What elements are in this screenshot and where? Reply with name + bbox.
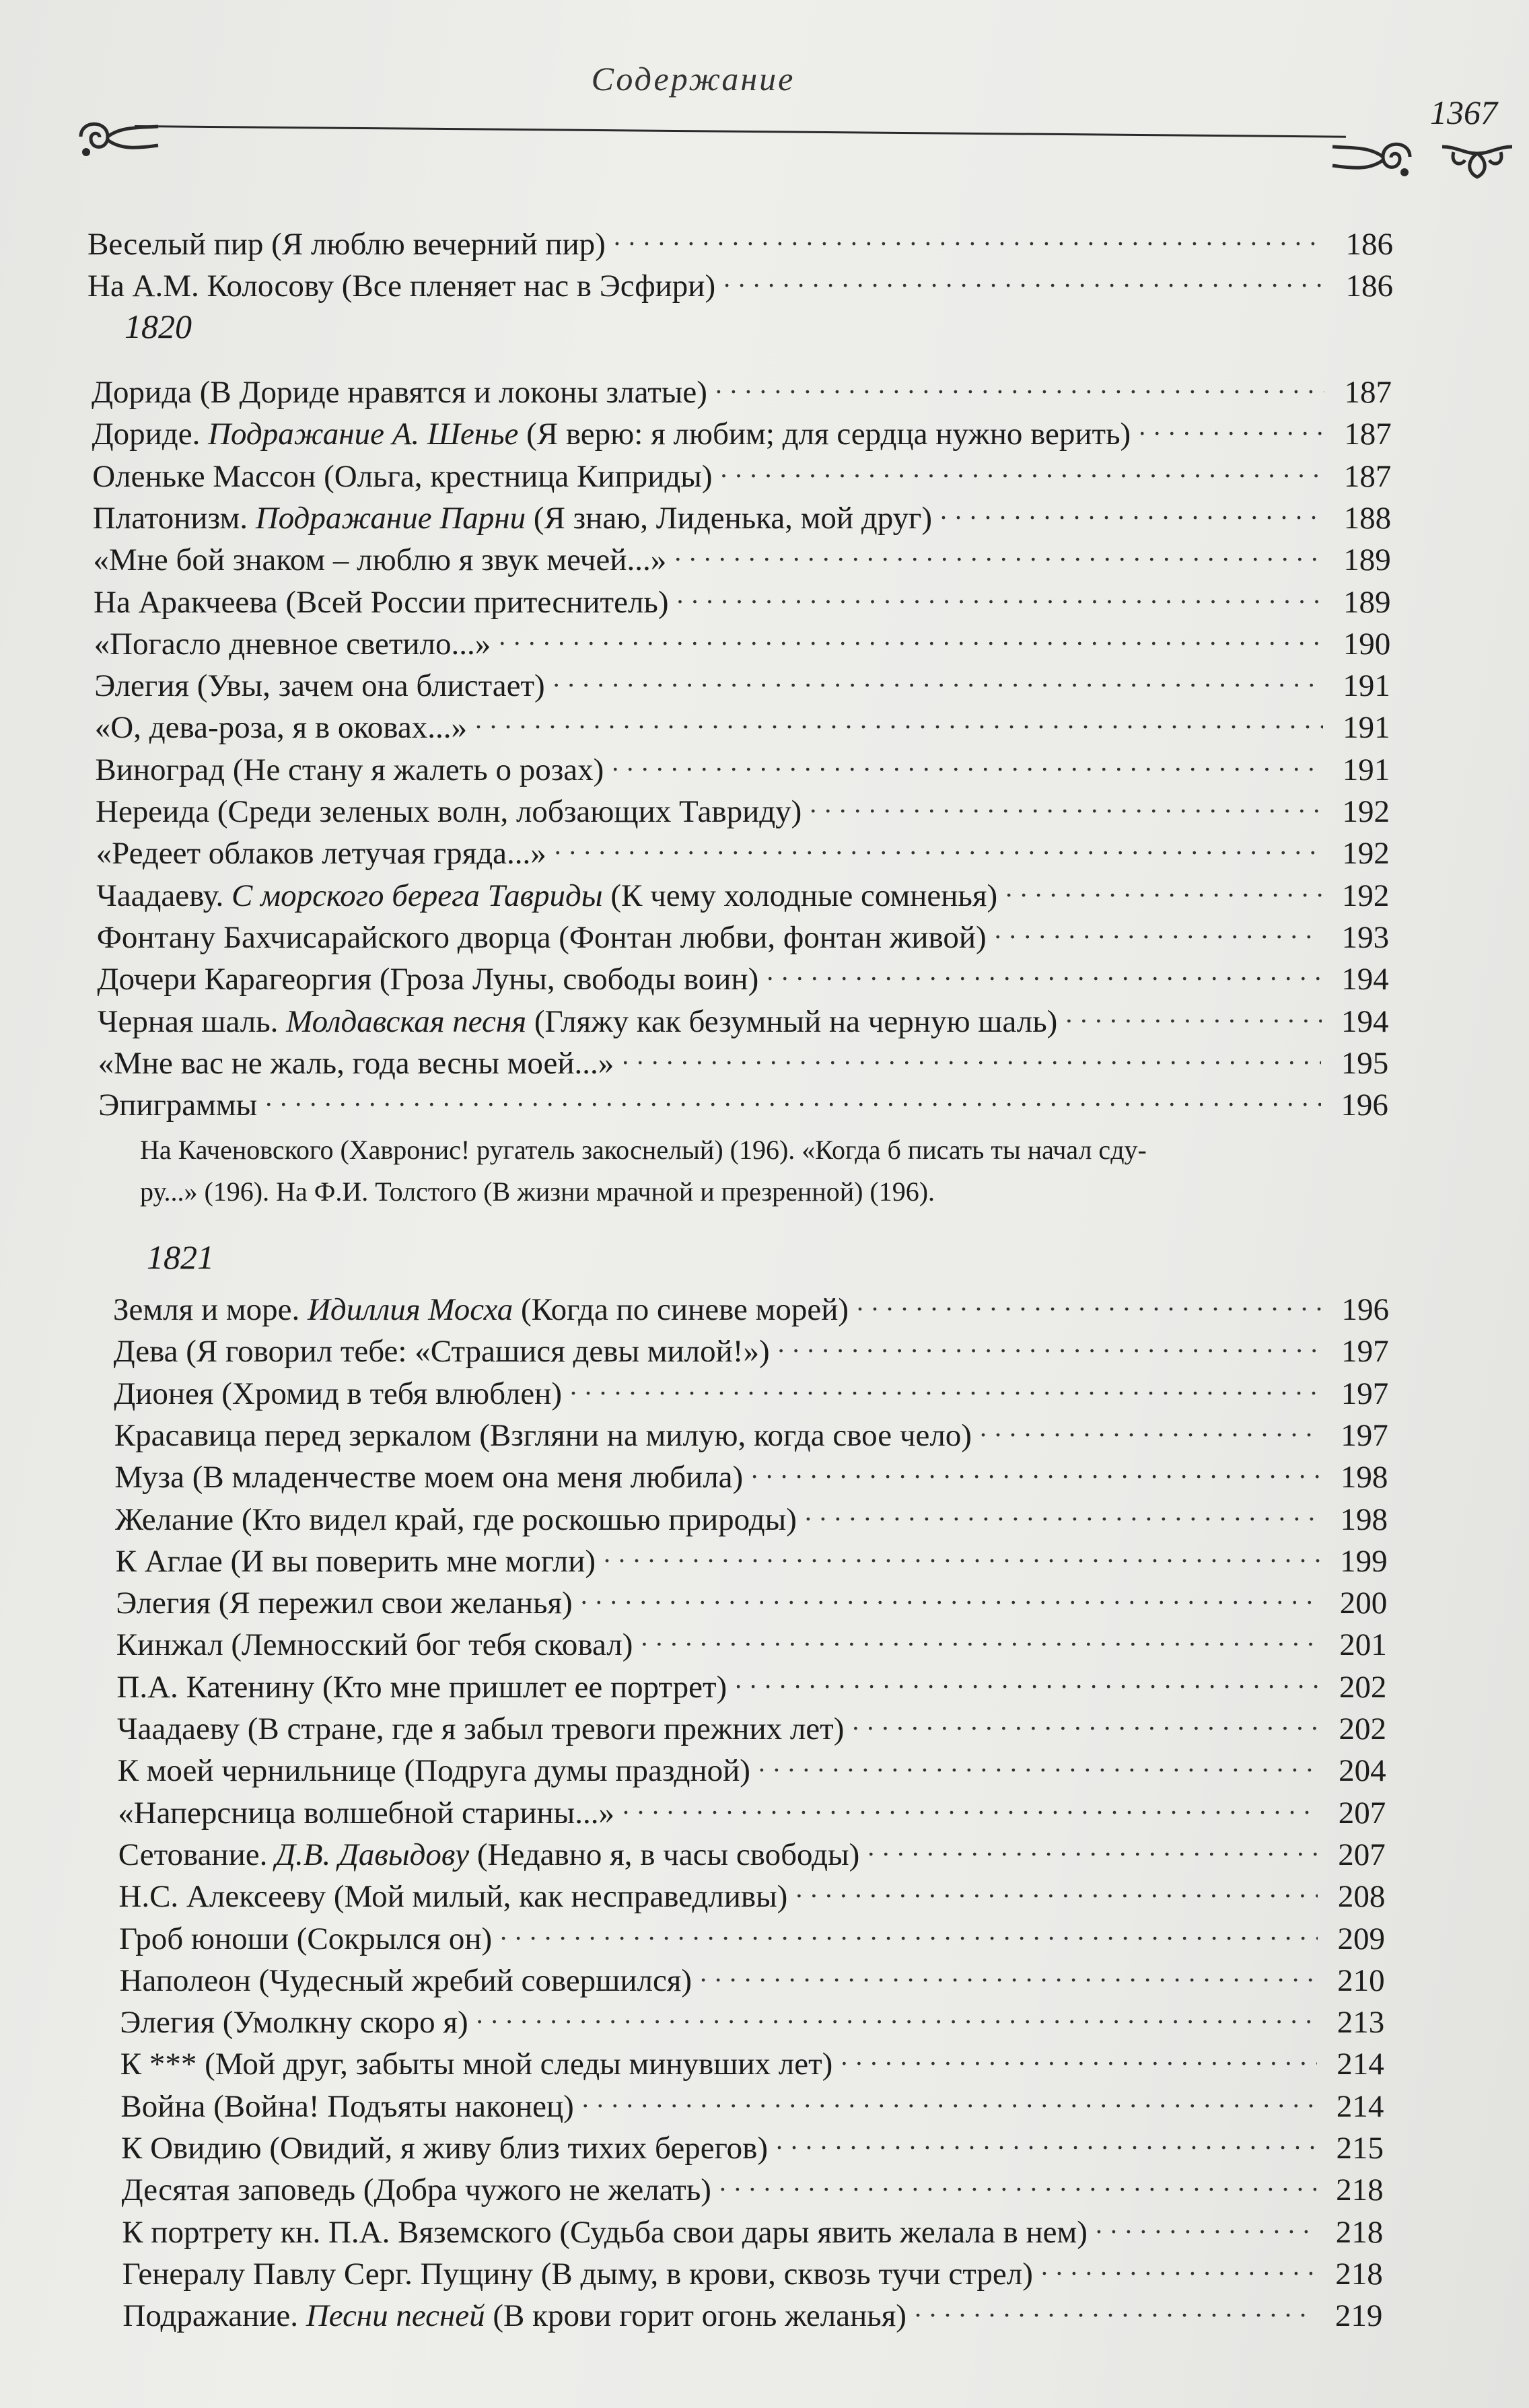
toc-dot-leader	[265, 1076, 1321, 1115]
toc-entry-title-italic: Идиллия Мосха	[307, 1292, 513, 1327]
toc-entry	[115, 1532, 1388, 1579]
toc-entry-title-prefix: Сетование.	[118, 1837, 276, 1872]
toc-entry-title: Оленьке Массон (Ольга, крестница Киприды)	[92, 458, 713, 494]
toc-entry-page: 198	[1340, 1501, 1388, 1537]
toc-dot-leader	[604, 1532, 1320, 1571]
toc-entry	[118, 1784, 1386, 1831]
toc-entry-page: 187	[1344, 417, 1392, 452]
toc-entry-title: Желание (Кто видел край, где роскошью природы)	[115, 1501, 797, 1537]
toc-dot-leader	[810, 783, 1322, 822]
toc-dot-leader	[751, 1448, 1320, 1487]
toc-entry-title: К Аглае (И вы поверить мне могли)	[115, 1543, 596, 1579]
toc-entry	[118, 1868, 1386, 1915]
toc-entry-title-italic: Песни песней	[306, 2298, 485, 2334]
toc-entry-page: 200	[1339, 1586, 1388, 1621]
toc-dot-leader	[857, 1281, 1322, 1320]
toc-entry-title: Дева (Я говорил тебе: «Страшися девы милой!»)	[113, 1334, 770, 1370]
toc-entry	[94, 657, 1390, 704]
toc-entry-title: Красавица перед зеркалом (Взгляни на милую, когда свое чело)	[114, 1417, 972, 1453]
toc-entry	[118, 1826, 1386, 1872]
toc-entry-title-suffix: (В крови горит огонь желанья)	[485, 2298, 906, 2334]
toc-entry	[96, 824, 1390, 872]
year-heading: 1821	[147, 1238, 214, 1276]
toc-entry	[92, 489, 1392, 536]
toc-entry	[97, 950, 1389, 997]
toc-entry-title: Генералу Павлу Серг. Пущину (В дыму, в крови, сквозь тучи стрел)	[122, 2256, 1033, 2292]
toc-entry	[119, 1910, 1385, 1956]
toc-entry-title-italic: С морского берега Тавриды	[231, 878, 603, 913]
toc-dot-leader	[622, 1034, 1321, 1073]
toc-entry-title: Элегия (Увы, зачем она блистает)	[94, 668, 545, 704]
toc-entry	[122, 2203, 1384, 2250]
toc-entry-page: 188	[1343, 500, 1392, 536]
toc-dot-leader	[555, 824, 1322, 863]
toc-entry	[120, 2078, 1384, 2124]
toc-entry-page: 214	[1336, 2088, 1384, 2124]
toc-entry-page: 208	[1337, 1879, 1386, 1915]
toc-dot-leader	[852, 1700, 1319, 1739]
toc-entry-title-italic: Молдавская песня	[286, 1003, 527, 1039]
toc-entry	[116, 1574, 1388, 1621]
toc-entry-page: 186	[1345, 269, 1393, 304]
toc-entry	[117, 1742, 1386, 1789]
toc-entry-page: 207	[1338, 1837, 1386, 1872]
toc-entry	[117, 1700, 1386, 1746]
toc-dot-leader	[723, 257, 1326, 296]
toc-entry-page: 214	[1337, 2047, 1384, 2082]
toc-entry-title: Десятая заповедь (Добра чужого не желать)	[121, 2172, 711, 2208]
toc-entry-title: Гроб юноши (Сокрылся он)	[119, 1921, 493, 1956]
toc-entry-page: 195	[1341, 1045, 1389, 1081]
toc-dot-leader	[674, 531, 1324, 570]
toc-entry-page: 192	[1341, 878, 1390, 913]
toc-entry	[119, 1952, 1385, 1998]
toc-entry-title-suffix: (К чему холодные сомненья)	[602, 878, 998, 913]
toc-dot-leader	[476, 1993, 1318, 2032]
toc-dot-leader	[1005, 867, 1322, 906]
toc-entry-page: 192	[1342, 794, 1390, 829]
toc-entry-title-italic: Д.В. Давыдову	[275, 1837, 470, 1872]
header-rule	[135, 125, 1346, 138]
toc-entry	[114, 1448, 1388, 1495]
toc-entry-page: 218	[1335, 2214, 1384, 2250]
toc-entry-page: 218	[1336, 2172, 1384, 2208]
toc-entry-page: 218	[1335, 2256, 1383, 2292]
toc-entry-title	[122, 2296, 906, 2335]
toc-dot-leader	[915, 2287, 1315, 2326]
toc-entry-page: 196	[1341, 1292, 1389, 1327]
toc-entry	[120, 2035, 1384, 2082]
toc-entry	[94, 699, 1390, 746]
toc-entry-title: На Аракчеева (Всей России притеснитель)	[94, 584, 669, 620]
toc-entry-page: 187	[1344, 375, 1392, 410]
toc-entry	[113, 1322, 1389, 1370]
toc-entry	[98, 1034, 1389, 1081]
toc-dot-leader	[720, 448, 1324, 487]
toc-dot-leader	[700, 1952, 1318, 1991]
toc-entry	[116, 1616, 1387, 1663]
toc-dot-leader	[715, 363, 1324, 402]
toc-dot-leader	[767, 950, 1322, 989]
toc-entry-page: 189	[1343, 584, 1391, 620]
toc-entry-title: К *** (Мой друг, забыты мной следы минувших лет)	[120, 2047, 833, 2082]
toc-entry-title: «Наперсница волшебной старины...»	[118, 1795, 615, 1831]
toc-entry	[87, 215, 1393, 262]
toc-entry-title: Война (Война! Подъяты наконец)	[120, 2088, 574, 2124]
toc-entry-page: 193	[1341, 919, 1390, 955]
toc-entry-page: 197	[1341, 1376, 1389, 1411]
toc-entry-title: Муза (В младенчестве моем она меня любила)	[114, 1460, 744, 1495]
toc-entry-page: 207	[1338, 1795, 1386, 1831]
toc-entry-title-prefix: Дориде.	[92, 417, 209, 452]
toc-entry-title: Дорида (В Дориде нравятся и локоны златые)	[92, 375, 707, 410]
toc-entry	[114, 1365, 1389, 1411]
epigrams-detail-line: На Каченовского (Хавронис! ругатель закоснелый) (196). «Когда б писать ты начал сду-	[140, 1135, 1147, 1165]
toc-entry	[113, 1281, 1389, 1327]
toc-dot-leader	[795, 1868, 1318, 1907]
toc-entry-title-italic: Подражание Парни	[255, 500, 526, 536]
toc-entry-title: Элегия (Умолкну скоро я)	[120, 2005, 468, 2041]
toc-entry-title: Кинжал (Лемносский бог тебя сковал)	[116, 1627, 633, 1663]
toc-dot-leader	[1041, 2245, 1316, 2284]
toc-entry-title: П.А. Катенину (Кто мне пришлет ее портрет)	[116, 1669, 727, 1705]
toc-entry	[96, 909, 1390, 955]
toc-entry	[96, 783, 1390, 829]
toc-entry-page: 191	[1343, 710, 1390, 746]
toc-entry	[115, 1491, 1388, 1537]
toc-entry	[122, 2287, 1383, 2334]
toc-entry-title: Дочери Карагеоргия (Гроза Луны, свободы воин)	[97, 962, 759, 997]
toc-entry-page: 186	[1345, 227, 1393, 262]
toc-entry	[96, 867, 1390, 913]
toc-entry	[94, 615, 1391, 662]
running-header-title: Содержание	[591, 60, 795, 98]
toc-entry-page: 197	[1341, 1334, 1389, 1370]
toc-entry-title: «Редеет облаков летучая гряда...»	[96, 836, 546, 872]
toc-entry-title-prefix: Платонизм.	[92, 500, 256, 536]
toc-entry-page: 189	[1343, 542, 1391, 578]
toc-entry	[92, 448, 1392, 494]
toc-entry-title: На А.М. Колосову (Все пленяет нас в Эсфири)	[87, 269, 716, 304]
toc-entry-page: 187	[1343, 458, 1392, 494]
toc-entry	[87, 257, 1393, 304]
toc-entry-title: «Мне вас не жаль, года весны моей...»	[98, 1045, 614, 1081]
left-ornament-icon	[74, 113, 162, 160]
toc-entry-page: 192	[1342, 836, 1390, 872]
toc-entry-title-suffix: (Я знаю, Лиденька, мой друг)	[526, 500, 933, 536]
toc-entry	[98, 993, 1389, 1039]
toc-entry	[121, 2119, 1384, 2166]
toc-entry-page: 194	[1341, 962, 1389, 997]
toc-entry-title-suffix: (Недавно я, в часы свободы)	[469, 1837, 860, 1872]
toc-dot-leader	[475, 699, 1323, 738]
toc-entry	[121, 2161, 1384, 2208]
toc-entry-page: 191	[1343, 668, 1390, 704]
toc-entry	[116, 1658, 1387, 1705]
toc-entry-page: 215	[1336, 2131, 1384, 2166]
toc-entry	[93, 531, 1391, 578]
toc-dot-leader	[841, 2035, 1316, 2074]
toc-entry-title: «Погасло дневное светило...»	[94, 626, 491, 662]
toc-entry-title-suffix: (Я верю: я любим; для сердца нужно верить)	[518, 417, 1131, 452]
toc-dot-leader	[867, 1826, 1318, 1865]
toc-entry-title-suffix: (Гляжу как безумный на черную шаль)	[526, 1003, 1058, 1039]
toc-entry-page: 196	[1341, 1088, 1388, 1123]
toc-entry-title: Веселый пир (Я люблю вечерний пир)	[87, 227, 606, 262]
toc-dot-leader	[582, 2078, 1317, 2117]
right-ornament-icon	[1329, 133, 1417, 180]
toc-dot-leader	[677, 573, 1324, 612]
toc-entry-page: 219	[1335, 2298, 1383, 2334]
toc-entry-page: 198	[1340, 1460, 1388, 1495]
toc-entry	[95, 741, 1390, 787]
toc-dot-leader	[612, 741, 1322, 780]
toc-entry-title: К моей чернильнице (Подруга думы праздной)	[117, 1753, 750, 1789]
toc-entry	[94, 573, 1391, 620]
toc-dot-leader	[758, 1742, 1319, 1781]
toc-dot-leader	[553, 657, 1323, 696]
toc-entry	[120, 1993, 1385, 2041]
toc-entry-page: 194	[1341, 1003, 1389, 1039]
toc-entry-title: Фонтану Бахчисарайского дворца (Фонтан любви, фонтан живой)	[96, 919, 987, 955]
toc-dot-leader	[499, 615, 1323, 654]
toc-dot-leader	[1139, 405, 1324, 444]
toc-entry-title-prefix: Черная шаль.	[98, 1003, 287, 1039]
toc-entry-page: 197	[1341, 1417, 1388, 1453]
toc-entry-page: 202	[1339, 1711, 1386, 1746]
toc-dot-leader	[805, 1491, 1320, 1530]
toc-dot-leader	[500, 1910, 1318, 1949]
toc-entry-title: Н.С. Алексееву (Мой милый, как несправедливы)	[118, 1879, 788, 1915]
toc-dot-leader	[940, 489, 1324, 528]
toc-entry-page: 213	[1337, 2005, 1385, 2041]
toc-entry-page: 199	[1340, 1543, 1388, 1579]
page-number-ornament-icon	[1437, 140, 1518, 182]
epigrams-detail-line: ру...» (196). На Ф.И. Толстого (В жизни мрачной и презренной) (196).	[140, 1176, 935, 1207]
toc-entry-title-prefix: Чаадаеву.	[96, 878, 232, 913]
toc-entry-page: 209	[1337, 1921, 1385, 1956]
toc-entry-title: Эпиграммы	[98, 1088, 258, 1123]
page-number: 1367	[1430, 94, 1497, 131]
toc-dot-leader	[778, 1322, 1322, 1361]
toc-dot-leader	[980, 1407, 1321, 1446]
toc-entry-page: 210	[1337, 1962, 1385, 1998]
toc-entry-title: К Овидию (Овидий, я живу близ тихих берегов)	[121, 2131, 769, 2166]
toc-dot-leader	[1065, 993, 1321, 1032]
toc-entry-title: Дионея (Хромид в тебя влюблен)	[114, 1376, 562, 1411]
toc-entry-title: Элегия (Я пережил свои желанья)	[116, 1586, 573, 1621]
toc-entry-title: Нереида (Среди зеленых волн, лобзающих Тавриду)	[96, 794, 802, 829]
toc-entry-page: 204	[1339, 1753, 1386, 1789]
toc-entry	[92, 363, 1392, 410]
toc-entry-title-italic: Подражание А. Шенье	[208, 417, 519, 452]
toc-entry-title: Наполеон (Чудесный жребий совершился)	[119, 1962, 692, 1998]
toc-entry-title: К портрету кн. П.А. Вяземского (Судьба свои дары явить желала в нем)	[122, 2214, 1088, 2250]
toc-entry-title-prefix: Подражание.	[122, 2298, 306, 2334]
toc-entry-title-prefix: Земля и море.	[113, 1292, 308, 1327]
toc-entry	[98, 1076, 1388, 1123]
toc-entry	[122, 2245, 1383, 2292]
toc-dot-leader	[641, 1616, 1319, 1655]
year-heading: 1820	[125, 308, 192, 345]
toc-dot-leader	[995, 909, 1322, 948]
toc-dot-leader	[623, 1784, 1318, 1823]
toc-dot-leader	[719, 2161, 1316, 2200]
toc-dot-leader	[581, 1574, 1320, 1613]
toc-dot-leader	[776, 2119, 1316, 2158]
toc-entry	[92, 405, 1392, 452]
toc-dot-leader	[1096, 2203, 1316, 2242]
toc-entry-page: 202	[1339, 1669, 1387, 1705]
toc-entry-page: 190	[1343, 626, 1391, 662]
toc-entry-title: «О, дева-роза, я в оковах...»	[94, 710, 467, 746]
toc-entry-title-suffix: (Когда по синеве морей)	[513, 1292, 849, 1327]
toc-entry-title: Виноград (Не стану я жалеть о розах)	[95, 752, 604, 787]
toc-entry-page: 201	[1339, 1627, 1387, 1663]
toc-entry-title: Чаадаеву (В стране, где я забыл тревоги прежних лет)	[117, 1711, 845, 1746]
toc-dot-leader	[614, 215, 1326, 254]
toc-entry	[114, 1407, 1388, 1453]
toc-entry-page: 191	[1342, 752, 1390, 787]
toc-dot-leader	[735, 1658, 1319, 1697]
toc-entry-title: «Мне бой знаком – люблю я звук мечей...»	[93, 542, 667, 578]
toc-dot-leader	[570, 1365, 1321, 1404]
